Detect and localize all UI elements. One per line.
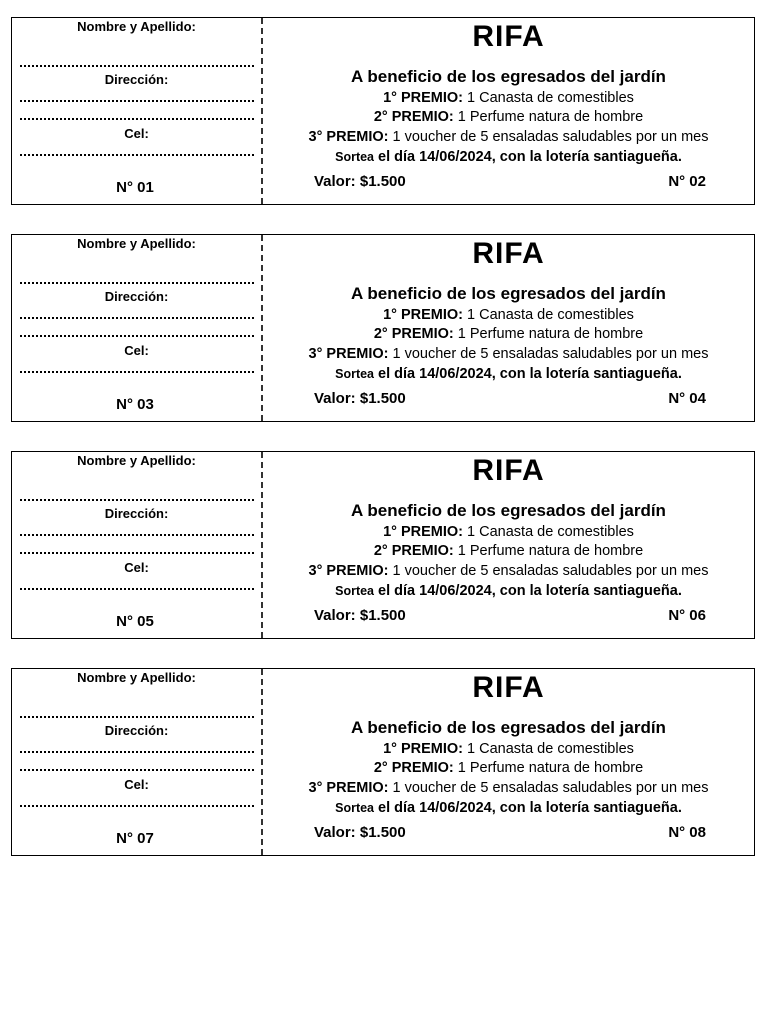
address-label: Dirección: <box>104 506 169 521</box>
address-dotted-line-2 <box>20 552 254 554</box>
name-dotted-line <box>20 282 254 284</box>
ticket-title: RIFA <box>472 671 545 704</box>
beneficiary-line: A beneficio de los egresados del jardín <box>351 501 666 520</box>
draw-line <box>263 583 754 599</box>
address-dotted-line-2 <box>20 118 254 120</box>
prize-3-line <box>263 780 754 796</box>
prize-2-text: 1 Perfume natura de hombre <box>453 543 644 559</box>
price: Valor: $1.500 <box>314 173 406 190</box>
stub-number: N° 01 <box>116 179 154 196</box>
prize-3-line <box>263 563 754 579</box>
ticket-body <box>263 669 754 855</box>
prize-1-line <box>263 524 754 540</box>
name-dotted-line <box>20 499 254 501</box>
phone-label: Cel: <box>124 126 149 141</box>
stub-number: N° 07 <box>116 830 154 847</box>
prize-2-line <box>263 543 754 559</box>
prize-1-label: 1° PREMIO: <box>383 741 464 757</box>
prize-2-line <box>263 760 754 776</box>
address-dotted-line-1 <box>20 534 254 536</box>
prize-2-label: 2° PREMIO: <box>373 760 454 776</box>
prize-2-text: 1 Perfume natura de hombre <box>453 109 644 125</box>
address-label: Dirección: <box>104 72 169 87</box>
ticket-stub <box>12 235 263 421</box>
ticket-number: N° 08 <box>668 824 706 841</box>
prize-3-label: 3° PREMIO: <box>308 780 389 796</box>
address-dotted-line-2 <box>20 335 254 337</box>
price: Valor: $1.500 <box>314 607 406 624</box>
raffle-ticket-4 <box>11 668 755 856</box>
address-dotted-line-2 <box>20 769 254 771</box>
beneficiary-line: A beneficio de los egresados del jardín <box>351 67 666 86</box>
ticket-stub <box>12 669 263 855</box>
name-dotted-line <box>20 716 254 718</box>
ticket-body <box>263 18 754 204</box>
draw-prefix: Sortea <box>335 150 375 164</box>
ticket-stub <box>12 18 263 204</box>
prize-2-line <box>263 326 754 342</box>
phone-dotted-line <box>20 154 254 156</box>
name-label: Nombre y Apellido: <box>77 453 196 468</box>
prize-2-text: 1 Perfume natura de hombre <box>453 326 644 342</box>
ticket-number: N° 06 <box>668 607 706 624</box>
draw-text: el día 14/06/2024, con la lotería santiagueña. <box>374 800 682 816</box>
address-label: Dirección: <box>104 289 169 304</box>
phone-dotted-line <box>20 805 254 807</box>
raffle-ticket-1 <box>11 17 755 205</box>
draw-line <box>263 366 754 382</box>
prize-1-line <box>263 90 754 106</box>
draw-text: el día 14/06/2024, con la lotería santiagueña. <box>374 149 682 165</box>
raffle-ticket-2 <box>11 234 755 422</box>
prize-2-label: 2° PREMIO: <box>373 543 454 559</box>
prize-3-label: 3° PREMIO: <box>308 563 389 579</box>
prize-1-label: 1° PREMIO: <box>383 524 464 540</box>
address-dotted-line-1 <box>20 751 254 753</box>
draw-line <box>263 800 754 816</box>
prize-3-text: 1 voucher de 5 ensaladas saludables por un mes <box>388 563 709 579</box>
name-label: Nombre y Apellido: <box>77 236 196 251</box>
prize-1-text: 1 Canasta de comestibles <box>463 741 634 757</box>
price: Valor: $1.500 <box>314 824 406 841</box>
prize-1-text: 1 Canasta de comestibles <box>463 90 634 106</box>
price: Valor: $1.500 <box>314 390 406 407</box>
ticket-number: N° 02 <box>668 173 706 190</box>
prize-1-text: 1 Canasta de comestibles <box>463 524 634 540</box>
phone-dotted-line <box>20 588 254 590</box>
name-label: Nombre y Apellido: <box>77 670 196 685</box>
ticket-title: RIFA <box>472 20 545 53</box>
draw-line <box>263 149 754 165</box>
phone-dotted-line <box>20 371 254 373</box>
prize-3-text: 1 voucher de 5 ensaladas saludables por un mes <box>388 129 709 145</box>
stub-number: N° 05 <box>116 613 154 630</box>
address-dotted-line-1 <box>20 317 254 319</box>
phone-label: Cel: <box>124 343 149 358</box>
prize-3-text: 1 voucher de 5 ensaladas saludables por un mes <box>388 346 709 362</box>
stub-number: N° 03 <box>116 396 154 413</box>
prize-1-label: 1° PREMIO: <box>383 90 464 106</box>
prize-3-line <box>263 346 754 362</box>
prize-2-line <box>263 109 754 125</box>
prize-3-label: 3° PREMIO: <box>308 129 389 145</box>
draw-text: el día 14/06/2024, con la lotería santiagueña. <box>374 583 682 599</box>
draw-text: el día 14/06/2024, con la lotería santiagueña. <box>374 366 682 382</box>
draw-prefix: Sortea <box>335 584 375 598</box>
address-dotted-line-1 <box>20 100 254 102</box>
phone-label: Cel: <box>124 777 149 792</box>
draw-prefix: Sortea <box>335 801 375 815</box>
ticket-title: RIFA <box>472 237 545 270</box>
beneficiary-line: A beneficio de los egresados del jardín <box>351 284 666 303</box>
phone-label: Cel: <box>124 560 149 575</box>
ticket-body <box>263 235 754 421</box>
name-label: Nombre y Apellido: <box>77 19 196 34</box>
prize-1-label: 1° PREMIO: <box>383 307 464 323</box>
raffle-ticket-3 <box>11 451 755 639</box>
prize-1-line <box>263 741 754 757</box>
prize-2-label: 2° PREMIO: <box>373 326 454 342</box>
prize-1-text: 1 Canasta de comestibles <box>463 307 634 323</box>
prize-2-text: 1 Perfume natura de hombre <box>453 760 644 776</box>
ticket-number: N° 04 <box>668 390 706 407</box>
prize-3-text: 1 voucher de 5 ensaladas saludables por un mes <box>388 780 709 796</box>
prize-2-label: 2° PREMIO: <box>373 109 454 125</box>
prize-1-line <box>263 307 754 323</box>
ticket-stub <box>12 452 263 638</box>
name-dotted-line <box>20 65 254 67</box>
prize-3-label: 3° PREMIO: <box>308 346 389 362</box>
prize-3-line <box>263 129 754 145</box>
ticket-body <box>263 452 754 638</box>
address-label: Dirección: <box>104 723 169 738</box>
beneficiary-line: A beneficio de los egresados del jardín <box>351 718 666 737</box>
ticket-title: RIFA <box>472 454 545 487</box>
draw-prefix: Sortea <box>335 367 375 381</box>
